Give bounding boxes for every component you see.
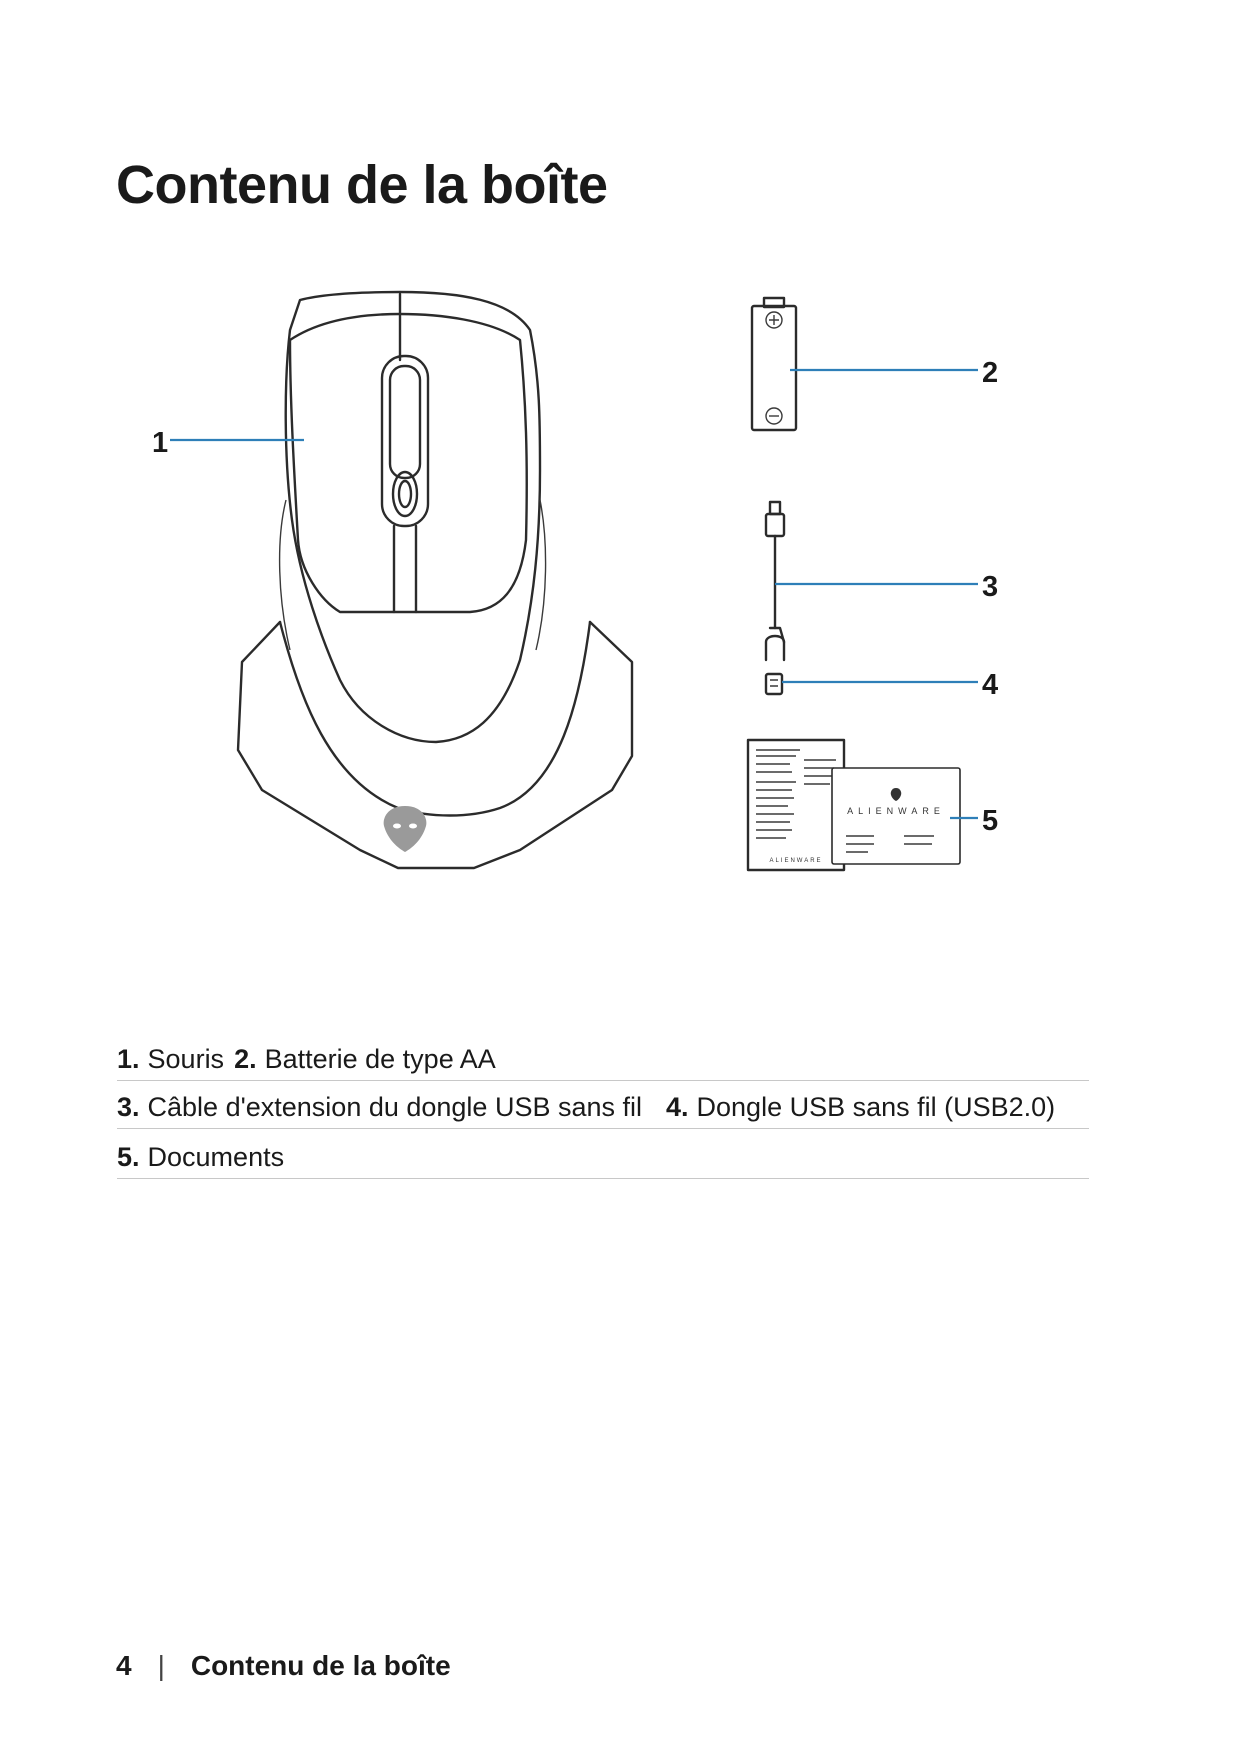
usb-cable-drawing: [766, 502, 784, 660]
usb-dongle-drawing: [766, 674, 782, 694]
card-brand: ALIENWARE: [847, 806, 945, 816]
page-footer: [116, 1650, 451, 1682]
callout-2-label: 2: [982, 357, 999, 389]
battery-drawing: [752, 298, 796, 430]
legend-label: Souris: [147, 1044, 225, 1074]
legend-label: Batterie de type AA: [264, 1044, 496, 1074]
legend-number: 2.: [234, 1044, 257, 1074]
legend-row: [117, 1035, 1089, 1081]
legend-row: [117, 1129, 1089, 1179]
page-number: 4: [116, 1650, 132, 1681]
parts-legend: [117, 1035, 1089, 1179]
callout-5-label: 5: [982, 805, 999, 837]
legend-number: 1.: [117, 1044, 140, 1074]
legend-label: Dongle USB sans fil (USB2.0): [696, 1092, 1056, 1122]
footer-section-title: Contenu de la boîte: [190, 1650, 451, 1681]
legend-label: Documents: [147, 1142, 285, 1172]
legend-number: 4.: [666, 1092, 689, 1122]
callout-3-label: 3: [982, 571, 999, 603]
legend-row: [117, 1081, 1089, 1129]
page-title: Contenu de la boîte: [116, 155, 608, 215]
legend-label: Câble d'extension du dongle USB sans fil: [147, 1092, 642, 1122]
legend-number: 3.: [117, 1092, 140, 1122]
callout-1-label: 1: [152, 427, 169, 459]
documents-drawing: [748, 740, 960, 870]
legend-number: 5.: [117, 1142, 140, 1172]
booklet-brand: ALIENWARE: [769, 858, 823, 864]
footer-separator: |: [157, 1650, 165, 1681]
callout-4-label: 4: [982, 669, 999, 701]
mouse-drawing: [238, 292, 632, 868]
